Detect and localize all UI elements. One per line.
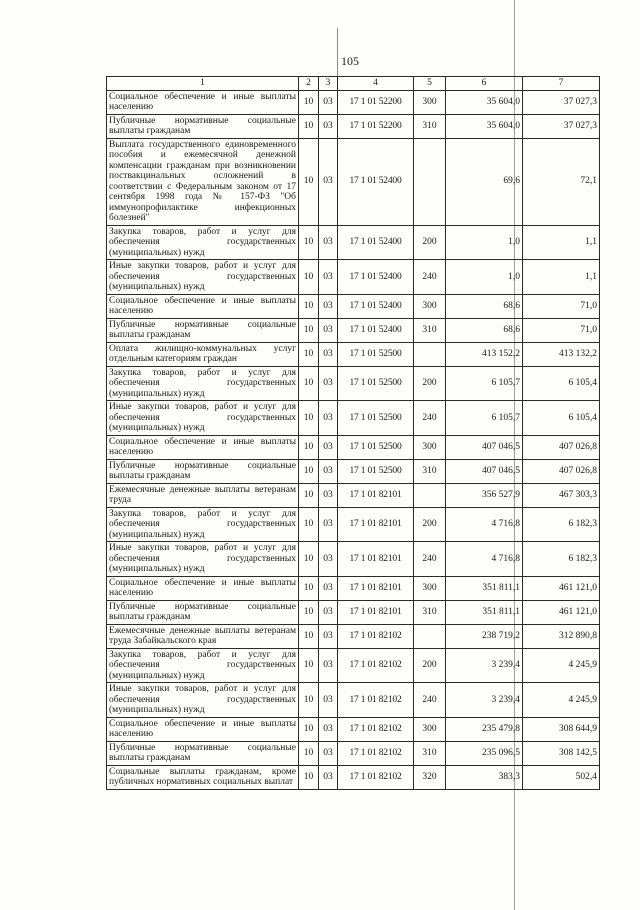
table-row: [107, 342, 600, 366]
amount-year-1-cell: 1,0: [446, 260, 523, 295]
amount-year-2-cell: 312 890,8: [523, 624, 600, 648]
table-row: [107, 401, 600, 436]
expense-type-code-cell: 300: [414, 90, 446, 114]
subsection-code-cell: 03: [319, 366, 338, 401]
target-article-code-cell: 17 1 01 82101: [338, 507, 414, 542]
target-article-code-cell: 17 1 01 82101: [338, 542, 414, 577]
item-name-cell: Социальное обеспечение и иные выплаты населению: [107, 717, 299, 741]
amount-year-1-cell: 238 719,2: [446, 624, 523, 648]
section-code-cell: 10: [299, 542, 319, 577]
table-row: [107, 683, 600, 718]
amount-year-1-cell: 69,6: [446, 138, 523, 225]
amount-year-2-cell: 308 644,9: [523, 717, 600, 741]
amount-year-1-cell: 356 527,9: [446, 483, 523, 507]
amount-year-1-cell: 407 046,5: [446, 459, 523, 483]
amount-year-1-cell: 35 604,0: [446, 90, 523, 114]
expense-type-code-cell: 320: [414, 765, 446, 789]
amount-year-2-cell: 407 026,8: [523, 435, 600, 459]
expense-type-code-cell: [414, 624, 446, 648]
expense-type-code-cell: 310: [414, 741, 446, 765]
subsection-code-cell: 03: [319, 717, 338, 741]
expense-type-code-cell: 240: [414, 401, 446, 436]
amount-year-2-cell: 502,4: [523, 765, 600, 789]
target-article-code-cell: 17 1 01 82101: [338, 600, 414, 624]
section-code-cell: 10: [299, 600, 319, 624]
table-row: [107, 294, 600, 318]
section-code-cell: 10: [299, 507, 319, 542]
table-row: [107, 138, 600, 225]
table-row: [107, 318, 600, 342]
amount-year-2-cell: 6 182,3: [523, 542, 600, 577]
target-article-code-cell: 17 1 01 52500: [338, 342, 414, 366]
expense-type-code-cell: 240: [414, 260, 446, 295]
section-code-cell: 10: [299, 483, 319, 507]
subsection-code-cell: 03: [319, 600, 338, 624]
table-row: [107, 576, 600, 600]
table-row: [107, 225, 600, 260]
section-code-cell: 10: [299, 294, 319, 318]
amount-year-1-cell: 413 152,2: [446, 342, 523, 366]
column-header: 3: [319, 77, 338, 91]
table-row: [107, 507, 600, 542]
section-code-cell: 10: [299, 435, 319, 459]
item-name-cell: Публичные нормативные социальные выплаты гражданам: [107, 114, 299, 138]
column-header: 4: [338, 77, 414, 91]
expense-type-code-cell: 310: [414, 459, 446, 483]
target-article-code-cell: 17 1 01 52400: [338, 138, 414, 225]
amount-year-1-cell: 6 105,7: [446, 401, 523, 436]
expense-type-code-cell: 200: [414, 648, 446, 683]
subsection-code-cell: 03: [319, 138, 338, 225]
amount-year-1-cell: 235 096,5: [446, 741, 523, 765]
section-code-cell: 10: [299, 624, 319, 648]
item-name-cell: Социальное обеспечение и иные выплаты населению: [107, 435, 299, 459]
expense-type-code-cell: 200: [414, 507, 446, 542]
subsection-code-cell: 03: [319, 648, 338, 683]
subsection-code-cell: 03: [319, 624, 338, 648]
target-article-code-cell: 17 1 01 52200: [338, 90, 414, 114]
expense-type-code-cell: 300: [414, 717, 446, 741]
item-name-cell: Закупка товаров, работ и услуг для обеспечения государственных (муниципальных) нужд: [107, 507, 299, 542]
subsection-code-cell: 03: [319, 342, 338, 366]
amount-year-2-cell: 413 132,2: [523, 342, 600, 366]
amount-year-2-cell: 1,1: [523, 225, 600, 260]
amount-year-2-cell: 461 121,0: [523, 600, 600, 624]
target-article-code-cell: 17 1 01 82101: [338, 576, 414, 600]
table-row: [107, 648, 600, 683]
item-name-cell: Закупка товаров, работ и услуг для обеспечения государственных (муниципальных) нужд: [107, 648, 299, 683]
item-name-cell: Социальное обеспечение и иные выплаты населению: [107, 90, 299, 114]
section-code-cell: 10: [299, 648, 319, 683]
item-name-cell: Закупка товаров, работ и услуг для обеспечения государственных (муниципальных) нужд: [107, 225, 299, 260]
target-article-code-cell: 17 1 01 82102: [338, 765, 414, 789]
item-name-cell: Иные закупки товаров, работ и услуг для обеспечения государственных (муниципальных) нужд: [107, 542, 299, 577]
table-row: [107, 459, 600, 483]
amount-year-2-cell: 467 303,3: [523, 483, 600, 507]
page-number: 105: [341, 54, 359, 68]
table-row: [107, 542, 600, 577]
subsection-code-cell: 03: [319, 542, 338, 577]
item-name-cell: Публичные нормативные социальные выплаты гражданам: [107, 459, 299, 483]
amount-year-2-cell: 4 245,9: [523, 648, 600, 683]
target-article-code-cell: 17 1 01 52400: [338, 294, 414, 318]
column-header: 1: [107, 77, 299, 91]
amount-year-2-cell: 37 027,3: [523, 90, 600, 114]
target-article-code-cell: 17 1 01 52500: [338, 366, 414, 401]
subsection-code-cell: 03: [319, 435, 338, 459]
section-code-cell: 10: [299, 90, 319, 114]
section-code-cell: 10: [299, 683, 319, 718]
amount-year-2-cell: 407 026,8: [523, 459, 600, 483]
subsection-code-cell: 03: [319, 318, 338, 342]
table-row: [107, 260, 600, 295]
table-header-row: [107, 77, 600, 91]
expense-type-code-cell: 200: [414, 366, 446, 401]
section-code-cell: 10: [299, 138, 319, 225]
table-row: [107, 765, 600, 789]
column-header: 6: [446, 77, 523, 91]
expense-type-code-cell: [414, 342, 446, 366]
section-code-cell: 10: [299, 260, 319, 295]
subsection-code-cell: 03: [319, 483, 338, 507]
table-row: [107, 483, 600, 507]
item-name-cell: Выплата государственного единовременного пособия и ежемесячной денежной компенсации гражданам при возникновении поствакцинальных осложнений в соответствии с Федеральным законом от 17 сентября 1998 года № 157-ФЗ "Об иммунопрофилактике инфекционных болезней": [107, 138, 299, 225]
amount-year-1-cell: 407 046,5: [446, 435, 523, 459]
amount-year-1-cell: 4 716,8: [446, 542, 523, 577]
table-row: [107, 717, 600, 741]
table-row: [107, 600, 600, 624]
amount-year-1-cell: 35 604,0: [446, 114, 523, 138]
amount-year-1-cell: 68,6: [446, 294, 523, 318]
expense-type-code-cell: 300: [414, 435, 446, 459]
expense-type-code-cell: [414, 483, 446, 507]
expense-type-code-cell: 310: [414, 318, 446, 342]
section-code-cell: 10: [299, 401, 319, 436]
target-article-code-cell: 17 1 01 52400: [338, 318, 414, 342]
target-article-code-cell: 17 1 01 82101: [338, 483, 414, 507]
amount-year-1-cell: 351 811,1: [446, 576, 523, 600]
amount-year-2-cell: 71,0: [523, 318, 600, 342]
expense-type-code-cell: 310: [414, 114, 446, 138]
target-article-code-cell: 17 1 01 82102: [338, 624, 414, 648]
section-code-cell: 10: [299, 741, 319, 765]
target-article-code-cell: 17 1 01 82102: [338, 648, 414, 683]
target-article-code-cell: 17 1 01 52500: [338, 459, 414, 483]
column-header: 7: [523, 77, 600, 91]
expense-type-code-cell: 300: [414, 576, 446, 600]
amount-year-1-cell: 4 716,8: [446, 507, 523, 542]
item-name-cell: Социальное обеспечение и иные выплаты населению: [107, 576, 299, 600]
item-name-cell: Оплата жилищно-коммунальных услуг отдельным категориям граждан: [107, 342, 299, 366]
expense-type-code-cell: 240: [414, 683, 446, 718]
target-article-code-cell: 17 1 01 52500: [338, 401, 414, 436]
subsection-code-cell: 03: [319, 90, 338, 114]
section-code-cell: 10: [299, 342, 319, 366]
target-article-code-cell: 17 1 01 52400: [338, 225, 414, 260]
item-name-cell: Социальные выплаты гражданам, кроме публичных нормативных социальных выплат: [107, 765, 299, 789]
subsection-code-cell: 03: [319, 683, 338, 718]
expense-type-code-cell: [414, 138, 446, 225]
amount-year-1-cell: 351 811,1: [446, 600, 523, 624]
scan-fold-line: [337, 28, 338, 76]
subsection-code-cell: 03: [319, 114, 338, 138]
expense-type-code-cell: 200: [414, 225, 446, 260]
target-article-code-cell: 17 1 01 52500: [338, 435, 414, 459]
table-row: [107, 435, 600, 459]
subsection-code-cell: 03: [319, 401, 338, 436]
section-code-cell: 10: [299, 318, 319, 342]
amount-year-2-cell: 1,1: [523, 260, 600, 295]
item-name-cell: Публичные нормативные социальные выплаты гражданам: [107, 318, 299, 342]
expense-type-code-cell: 300: [414, 294, 446, 318]
item-name-cell: Публичные нормативные социальные выплаты гражданам: [107, 600, 299, 624]
section-code-cell: 10: [299, 114, 319, 138]
section-code-cell: 10: [299, 576, 319, 600]
section-code-cell: 10: [299, 717, 319, 741]
subsection-code-cell: 03: [319, 225, 338, 260]
table-row: [107, 366, 600, 401]
amount-year-1-cell: 3 239,4: [446, 648, 523, 683]
subsection-code-cell: 03: [319, 459, 338, 483]
amount-year-1-cell: 6 105,7: [446, 366, 523, 401]
table-row: [107, 624, 600, 648]
item-name-cell: Иные закупки товаров, работ и услуг для обеспечения государственных (муниципальных) нужд: [107, 401, 299, 436]
amount-year-2-cell: 461 121,0: [523, 576, 600, 600]
amount-year-1-cell: 68,6: [446, 318, 523, 342]
section-code-cell: 10: [299, 765, 319, 789]
item-name-cell: Социальное обеспечение и иные выплаты населению: [107, 294, 299, 318]
target-article-code-cell: 17 1 01 82102: [338, 717, 414, 741]
subsection-code-cell: 03: [319, 294, 338, 318]
item-name-cell: Ежемесячные денежные выплаты ветеранам труда: [107, 483, 299, 507]
item-name-cell: Публичные нормативные социальные выплаты гражданам: [107, 741, 299, 765]
amount-year-2-cell: 6 105,4: [523, 366, 600, 401]
target-article-code-cell: 17 1 01 52200: [338, 114, 414, 138]
item-name-cell: Закупка товаров, работ и услуг для обеспечения государственных (муниципальных) нужд: [107, 366, 299, 401]
subsection-code-cell: 03: [319, 576, 338, 600]
subsection-code-cell: 03: [319, 260, 338, 295]
amount-year-1-cell: 3 239,4: [446, 683, 523, 718]
expense-type-code-cell: 310: [414, 600, 446, 624]
amount-year-1-cell: 383,3: [446, 765, 523, 789]
section-code-cell: 10: [299, 366, 319, 401]
expense-type-code-cell: 240: [414, 542, 446, 577]
budget-table: [106, 76, 600, 790]
amount-year-2-cell: 72,1: [523, 138, 600, 225]
target-article-code-cell: 17 1 01 52400: [338, 260, 414, 295]
amount-year-1-cell: 1,0: [446, 225, 523, 260]
amount-year-2-cell: 71,0: [523, 294, 600, 318]
amount-year-1-cell: 235 479,8: [446, 717, 523, 741]
section-code-cell: 10: [299, 459, 319, 483]
column-header: 5: [414, 77, 446, 91]
subsection-code-cell: 03: [319, 741, 338, 765]
table-row: [107, 741, 600, 765]
target-article-code-cell: 17 1 01 82102: [338, 741, 414, 765]
item-name-cell: Ежемесячные денежные выплаты ветеранам труда Забайкальского края: [107, 624, 299, 648]
table-row: [107, 90, 600, 114]
column-header: 2: [299, 77, 319, 91]
amount-year-2-cell: 6 105,4: [523, 401, 600, 436]
amount-year-2-cell: 308 142,5: [523, 741, 600, 765]
subsection-code-cell: 03: [319, 507, 338, 542]
subsection-code-cell: 03: [319, 765, 338, 789]
amount-year-2-cell: 6 182,3: [523, 507, 600, 542]
section-code-cell: 10: [299, 225, 319, 260]
item-name-cell: Иные закупки товаров, работ и услуг для обеспечения государственных (муниципальных) нужд: [107, 683, 299, 718]
table-row: [107, 114, 600, 138]
amount-year-2-cell: 4 245,9: [523, 683, 600, 718]
amount-year-2-cell: 37 027,3: [523, 114, 600, 138]
target-article-code-cell: 17 1 01 82102: [338, 683, 414, 718]
item-name-cell: Иные закупки товаров, работ и услуг для обеспечения государственных (муниципальных) нужд: [107, 260, 299, 295]
